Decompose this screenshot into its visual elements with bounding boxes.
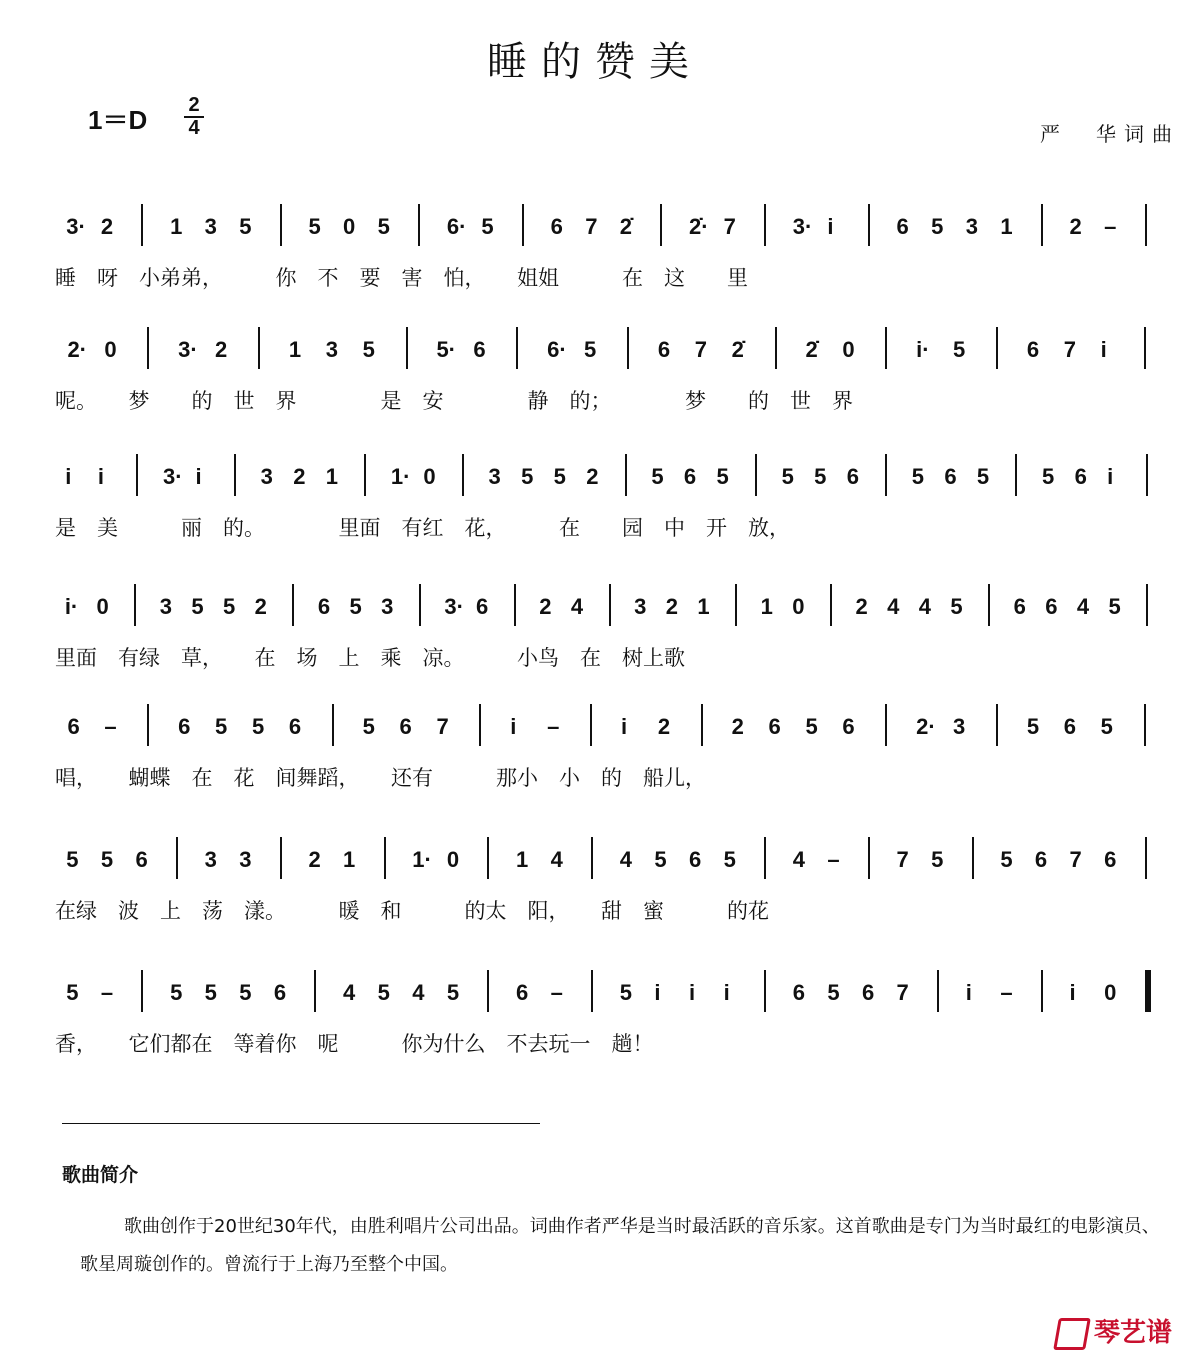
note: 5 [911,464,925,489]
note: 1 [343,847,356,872]
note: 5 [716,464,729,489]
note: 5 [239,980,252,1005]
note: 7 [896,980,909,1005]
note: 0 [1104,980,1117,1005]
note: 1 [697,594,710,619]
note: 5 [377,214,390,239]
divider [62,1123,540,1124]
note: – [550,980,563,1005]
note: 4 [412,980,425,1005]
note: 2 [293,464,306,489]
lyric-line: 呢。 梦 的 世 界 是 安 静 的； 梦 的 世 界 [55,389,853,413]
barline [701,704,703,746]
barline [590,704,592,746]
meter-top: 2 [188,94,200,116]
note: 5· [436,337,456,362]
note: – [1104,214,1117,239]
note: 6 [399,714,412,739]
barline [775,327,777,369]
note: 3 [953,714,966,739]
barline [764,970,766,1012]
barline [755,454,757,496]
barline [487,970,489,1012]
note: 0 [104,337,117,362]
score-row [0,712,1190,822]
composer-credit: 严 华词曲 [1040,122,1180,146]
note: 7 [1063,337,1076,362]
note: 6 [1034,847,1048,872]
note: i [965,980,972,1005]
note: 4 [918,594,932,619]
barline [764,204,766,246]
note: i [827,214,834,239]
note: 1 [760,594,773,619]
note: 4 [343,980,356,1005]
note: 2 [1069,214,1082,239]
note: 2 [665,594,678,619]
barline [885,704,887,746]
note: 5 [170,980,183,1005]
barline [147,704,149,746]
note: 6 [550,214,563,239]
note: 5 [308,214,321,239]
notes-line [0,978,1190,1018]
note: i [195,464,202,489]
note: 2 [100,214,114,239]
note: 2· [916,714,936,739]
note: 4 [619,847,633,872]
note: 5 [239,214,252,239]
barline [1015,454,1017,496]
note: 3 [634,594,647,619]
note: i [723,980,730,1005]
note: 0 [423,464,436,489]
meter-bottom: 4 [188,117,200,139]
barline [419,584,421,626]
note: – [547,714,560,739]
notes-line [0,462,1190,502]
notes-line [0,712,1190,752]
barline [141,970,143,1012]
note: 7 [1069,847,1082,872]
note: 5 [349,594,362,619]
note: 5 [931,214,944,239]
note: 5 [222,594,236,619]
barline [988,584,990,626]
barline [868,204,870,246]
barline [885,327,887,369]
note: i [1100,337,1107,362]
note: – [104,714,117,739]
note: 4 [570,594,584,619]
barline [996,327,998,369]
barline [258,327,260,369]
note: 6 [1013,594,1026,619]
note: – [1000,980,1013,1005]
score-row [0,212,1190,322]
note: 5 [251,714,265,739]
barline [147,327,149,369]
note: i [620,714,628,739]
barline [234,454,236,496]
note: 6 [768,714,781,739]
score-row [0,978,1190,1088]
barline [280,204,282,246]
note: 3· [66,214,86,239]
lyric-line: 睡 呀 小弟弟， 你 不 要 害 怕， 姐姐 在 这 里 [55,266,748,290]
note: 0 [842,337,855,362]
note: 5 [1042,464,1055,489]
note: 6 [657,337,671,362]
barline [885,454,887,496]
barline [280,837,282,879]
note: 5 [1000,847,1013,872]
note: 2̇ [805,337,818,362]
barline [332,704,334,746]
note: 5 [100,847,114,872]
note: 2 [855,594,868,619]
note: 5 [584,337,597,362]
note: 5 [521,464,534,489]
time-signature [184,96,204,138]
note: 0 [446,847,460,872]
note: i· [64,594,79,619]
note: 3· [162,464,183,489]
lyric-line: 香， 它们都在 等着你 呢 你为什么 不去玩一 趟！ [55,1032,654,1056]
note: 6 [861,980,875,1005]
note: 2 [539,594,552,619]
note: 4 [1076,594,1090,619]
notes-line [0,592,1190,632]
note: 3 [239,847,252,872]
note: 0 [792,594,805,619]
note: 1· [412,847,432,872]
note: 5 [931,847,944,872]
note: 4 [887,594,900,619]
barline [625,454,627,496]
note: 4 [550,847,563,872]
note: 7 [694,337,707,362]
note: 5 [362,337,375,362]
barline [176,837,178,879]
note: 6 [67,714,80,739]
note: 5 [827,980,840,1005]
note: 1· [390,464,411,489]
note: 7 [436,714,449,739]
note: 5 [66,980,79,1005]
note: 2 [254,594,267,619]
note: 2 [657,714,671,739]
note: 6 [683,464,697,489]
lyric-line: 是 美 丽 的。 里面 有红 花， 在 园 中 开 放， [55,516,790,540]
note: 2· [67,337,87,362]
notes-line [0,845,1190,885]
key-signature: 1＝D [88,105,148,135]
barline [1145,837,1147,879]
barline [314,970,316,1012]
note: 6 [688,847,702,872]
barline [937,970,939,1012]
barline [136,454,138,496]
barline [996,704,998,746]
note: 2 [308,847,321,872]
note: 5 [950,594,963,619]
notes-line [0,335,1190,375]
note: i [688,980,696,1005]
note: i [1069,980,1076,1005]
note: 3 [204,214,217,239]
note: 0 [343,214,356,239]
note: i [1107,464,1114,489]
note: 1 [1000,214,1013,239]
note: 5 [66,847,79,872]
note: – [100,980,114,1005]
barline [591,837,593,879]
note: 5 [1026,714,1040,739]
note: 3· [444,594,464,619]
note: 3 [204,847,217,872]
barline [487,837,489,879]
note: i [510,714,517,739]
note: 3 [159,594,172,619]
note: 6 [273,980,287,1005]
notes-line [0,212,1190,252]
note: 2 [586,464,599,489]
note: i [65,464,72,489]
note: 5 [814,464,827,489]
note: 4 [792,847,806,872]
barline [764,837,766,879]
barline [462,454,464,496]
note: 0 [96,594,109,619]
barline [522,204,524,246]
note: 6 [516,980,529,1005]
lyric-line: 里面 有绿 草， 在 场 上 乘 凉。 小鸟 在 树上歌 [55,646,685,670]
barline [364,454,366,496]
note: 6 [1045,594,1058,619]
score-row [0,335,1190,445]
note: 1 [170,214,183,239]
note: 6 [842,714,855,739]
brand-logo: 琴艺谱 [1056,1312,1172,1350]
intro-heading: 歌曲简介 [62,1164,139,1186]
barline [134,584,136,626]
note: 2 [731,714,744,739]
note: 6 [178,714,191,739]
note: 6 [1104,847,1117,872]
barline [1041,204,1043,246]
note: i [97,464,104,489]
lyric-line: 唱， 蝴蝶 在 花 间舞蹈， 还有 那小 小 的 船儿， [55,766,706,790]
barline [1041,970,1043,1012]
note: 5 [553,464,566,489]
note: 5 [191,594,204,619]
note: 6· [547,337,567,362]
brand-mark-icon [1053,1318,1091,1350]
note: 2 [215,337,228,362]
barline [868,837,870,879]
note: 6 [475,594,489,619]
note: 3 [965,214,978,239]
note: 6 [792,980,806,1005]
barline [514,584,516,626]
note: 6 [135,847,148,872]
barline [141,204,143,246]
note: 3· [792,214,813,239]
barline [591,970,593,1012]
note: 5 [781,464,794,489]
note: 2̇ [619,214,633,239]
barline [972,837,974,879]
note: 5 [1100,714,1113,739]
barline [292,584,294,626]
lyric-line: 在绿 波 上 荡 漾。 暖 和 的太 阳， 甜 蜜 的花 [55,899,769,923]
barline [830,584,832,626]
note: 1 [516,847,529,872]
note: 3 [381,594,394,619]
note: – [827,847,840,872]
barline [384,837,386,879]
song-title: 睡的赞美 [487,39,703,85]
note: 7 [896,847,909,872]
barline [1146,584,1148,626]
note: 5 [446,980,460,1005]
barline [516,327,518,369]
note: 6 [944,464,957,489]
barline [735,584,737,626]
note: 7 [585,214,598,239]
note: 5 [651,464,664,489]
note: 6 [896,214,909,239]
note: 5 [723,847,736,872]
note: 1 [325,464,338,489]
note: 5 [953,337,966,362]
barline [660,204,662,246]
score-row [0,462,1190,572]
note: 5 [204,980,217,1005]
barline [406,327,408,369]
barline [1146,454,1148,496]
barline [1144,327,1146,369]
note: 5 [215,714,228,739]
barline [418,204,420,246]
barline [1145,970,1151,1012]
score-row [0,845,1190,955]
note: 2̇· [688,214,709,239]
note: 7 [723,214,736,239]
note: 1 [288,337,302,362]
note: 5 [976,464,990,489]
note: 5 [805,714,818,739]
score-row [0,592,1190,702]
note: 6 [1063,714,1076,739]
note: 6· [446,214,467,239]
note: 3 [325,337,338,362]
note: 6 [1026,337,1040,362]
note: 5 [377,980,390,1005]
note: 6 [1074,464,1087,489]
note: 6 [473,337,486,362]
note: 3 [260,464,273,489]
note: 3· [178,337,198,362]
note: 6 [846,464,859,489]
note: 5 [362,714,375,739]
intro-text: 歌曲创作于20世纪30年代，由胜利唱片公司出品。词曲作者严华是当时最活跃的音乐家。这首歌曲是专门为当时最红的电影演员、歌星周璇创作的。曾流行于上海乃至整个中国。 [80,1216,1160,1275]
note: 2̇ [731,337,744,362]
barline [609,584,611,626]
note: 6 [288,714,302,739]
note: 3 [488,464,501,489]
barline [1145,204,1147,246]
note: 5 [1108,594,1121,619]
note: 6 [317,594,331,619]
note: i [654,980,661,1005]
barline [479,704,481,746]
barline [627,327,629,369]
note: i· [916,337,930,362]
note: 5 [481,214,494,239]
note: 5 [654,847,667,872]
note: 5 [619,980,633,1005]
barline [1144,704,1146,746]
